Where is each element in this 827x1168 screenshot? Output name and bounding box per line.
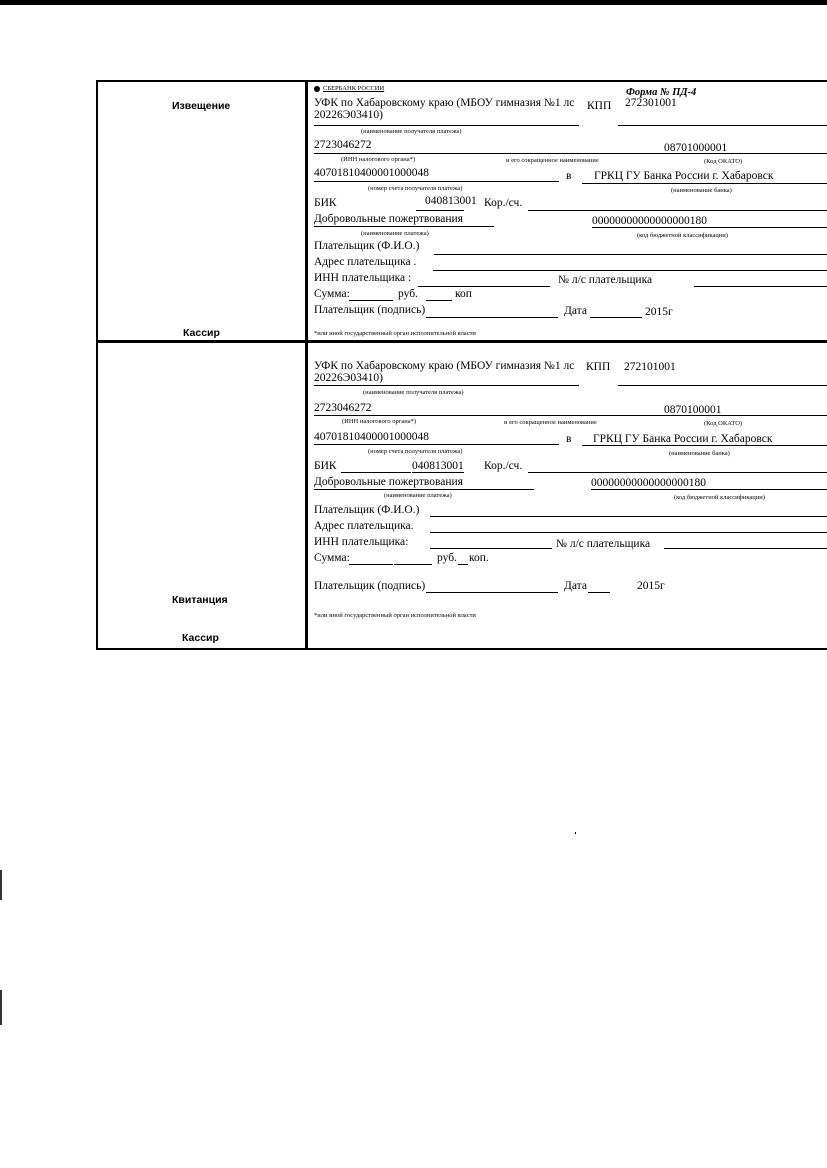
fill-in-line: [658, 415, 827, 416]
payee-name: УФК по Хабаровскому краю (МБОУ гимназия №1 лс 20226Э03410): [314, 97, 575, 121]
fill-in-line: [314, 125, 579, 126]
bank-caption: (наименование банка): [669, 450, 730, 457]
date-label: Дата: [564, 305, 587, 317]
scan-edge-mark: [0, 990, 2, 1025]
kpp-label: КПП: [586, 361, 611, 373]
fill-in-line: [618, 125, 827, 126]
fill-in-line: [618, 385, 827, 386]
payee-caption: (наименование получателя платежа): [361, 128, 462, 135]
fill-in-line: [434, 254, 827, 255]
fill-in-line: [430, 532, 827, 533]
scan-top-edge: [0, 0, 827, 5]
corr-label: Кор./сч.: [484, 197, 523, 209]
okato-value: 08701000001: [664, 142, 728, 154]
notice-label: Извещение: [172, 100, 231, 112]
fill-in-line: [349, 300, 393, 301]
account-value: 40701810400001000048: [314, 167, 429, 179]
fill-in-line: [591, 489, 827, 490]
account-value: 40701810400001000048: [314, 431, 429, 443]
payment-form-pd4: [96, 80, 827, 648]
payee-name: УФК по Хабаровскому краю (МБОУ гимназия №1 лс 20226Э03410): [314, 360, 575, 384]
payer-account-label: № л/с плательщика: [558, 274, 653, 286]
footnote: *или иной государственный орган исполнительной власти: [314, 330, 476, 337]
kbk-value: 00000000000000000180: [591, 477, 706, 489]
year-value: 2015г: [645, 306, 673, 318]
year-value: 2015г: [637, 580, 665, 592]
abbr-caption: и его сокращенное наименование: [506, 157, 599, 164]
bank-caption: (наименование банка): [671, 187, 732, 194]
abbr-caption: и его сокращенное наименование: [504, 419, 597, 426]
bank-name: ГРКЦ ГУ Банка России г. Хабаровск: [593, 433, 773, 445]
section-divider: [96, 340, 827, 343]
fill-in-line: [430, 516, 827, 517]
corr-label: Кор./сч.: [484, 460, 523, 472]
fill-in-line: [658, 153, 827, 154]
inn-value: 2723046272: [314, 139, 372, 151]
kpp-label: КПП: [587, 100, 612, 112]
signature-label: Плательщик (подпись): [314, 304, 426, 316]
scan-speck: [575, 832, 576, 834]
sum-label: Сумма:: [314, 288, 350, 300]
payer-name-label: Плательщик (Ф.И.О.): [314, 240, 420, 252]
fill-in-line: [592, 227, 827, 228]
account-caption: (номер счета получателя платежа): [368, 185, 463, 192]
account-caption: (номер счета получателя платежа): [368, 448, 463, 455]
kop-label: коп.: [469, 552, 489, 564]
bik-value: 040813001: [425, 195, 477, 207]
bank-logo: [314, 85, 384, 92]
bank-logo-text: СБЕРБАНК РОССИИ: [323, 85, 385, 92]
fill-in-line: [694, 286, 827, 287]
payer-name-label: Плательщик (Ф.И.О.): [314, 504, 420, 516]
footnote: *или иной государственный орган исполнительной власти: [314, 612, 476, 619]
fill-in-line: [458, 564, 468, 565]
kop-label: коп: [455, 288, 472, 300]
date-label: Дата: [564, 580, 587, 592]
bik-label: БИК: [314, 460, 337, 472]
fill-in-line: [314, 385, 579, 386]
fill-in-line: [468, 415, 658, 416]
purpose-value: Добровольные пожертвования: [314, 213, 463, 225]
sum-label: Сумма:: [314, 552, 350, 564]
form-title: Форма № ПД-4: [626, 87, 697, 98]
in-word: в: [566, 170, 572, 182]
fill-in-line: [394, 564, 432, 565]
fill-in-line: [349, 564, 393, 565]
fill-in-line: [341, 472, 411, 473]
okato-caption: (Код ОКАТО): [704, 158, 743, 165]
fill-in-line: [426, 317, 558, 318]
fill-in-line: [314, 226, 494, 227]
fill-in-line: [314, 415, 469, 416]
kbk-caption: (код бюджетной классификации): [637, 232, 728, 239]
purpose-caption: (наименование платежа): [384, 492, 452, 499]
payer-inn-label: ИНН плательщика:: [314, 536, 409, 548]
okato-caption: (Код ОКАТО): [704, 420, 743, 427]
rub-label: руб.: [398, 288, 418, 300]
fill-in-line: [418, 286, 550, 287]
inn-caption: (ИНН налогового органа*): [341, 156, 416, 163]
purpose-value: Добровольные пожертвования: [314, 476, 463, 488]
fill-in-line: [588, 592, 610, 593]
kbk-caption: (код бюджетной классификации): [674, 494, 765, 501]
payer-address-label: Адрес плательщика .: [314, 256, 417, 268]
fill-in-line: [426, 592, 558, 593]
bank-name: ГРКЦ ГУ Банка России г. Хабаровск: [594, 170, 774, 182]
bik-label: БИК: [314, 197, 337, 209]
fill-in-line: [426, 300, 452, 301]
signature-label: Плательщик (подпись): [314, 580, 426, 592]
kpp-value: 272301001: [625, 97, 677, 109]
fill-in-line: [582, 445, 827, 446]
fill-in-line: [314, 444, 559, 445]
fill-in-line: [664, 548, 827, 549]
fill-in-line: [416, 210, 464, 211]
fill-in-line: [528, 472, 827, 473]
fill-in-line: [314, 489, 534, 490]
fill-in-line: [590, 317, 642, 318]
fill-in-line: [528, 210, 827, 211]
receipt-cashier-label: Кассир: [182, 632, 219, 644]
scan-edge-mark: [0, 870, 2, 900]
fill-in-line: [412, 472, 464, 473]
fill-in-line: [433, 270, 827, 271]
purpose-caption: (наименование платежа): [361, 230, 429, 237]
bank-logo-icon: [314, 86, 320, 92]
fill-in-line: [468, 153, 658, 154]
receipt-label: Квитанция: [172, 594, 228, 606]
kpp-value: 272101001: [624, 361, 676, 373]
bik-value: 040813001: [412, 460, 464, 472]
notice-cashier-label: Кассир: [183, 327, 220, 339]
payer-account-label: № л/с плательщика: [556, 538, 651, 550]
payee-caption: (наименование получателя платежа): [363, 389, 464, 396]
inn-caption: (ИНН налогового органа*): [342, 418, 417, 425]
rub-label: руб.: [437, 552, 457, 564]
inn-value: 2723046272: [314, 402, 372, 414]
fill-in-line: [582, 183, 827, 184]
in-word: в: [566, 433, 572, 445]
okato-value: 0870100001: [664, 404, 722, 416]
kbk-value: 00000000000000000180: [592, 215, 707, 227]
payer-inn-label: ИНН плательщика :: [314, 272, 412, 284]
column-divider: [305, 80, 308, 648]
payer-address-label: Адрес плательщика.: [314, 520, 414, 532]
fill-in-line: [430, 548, 552, 549]
fill-in-line: [314, 181, 559, 182]
fill-in-line: [314, 153, 469, 154]
